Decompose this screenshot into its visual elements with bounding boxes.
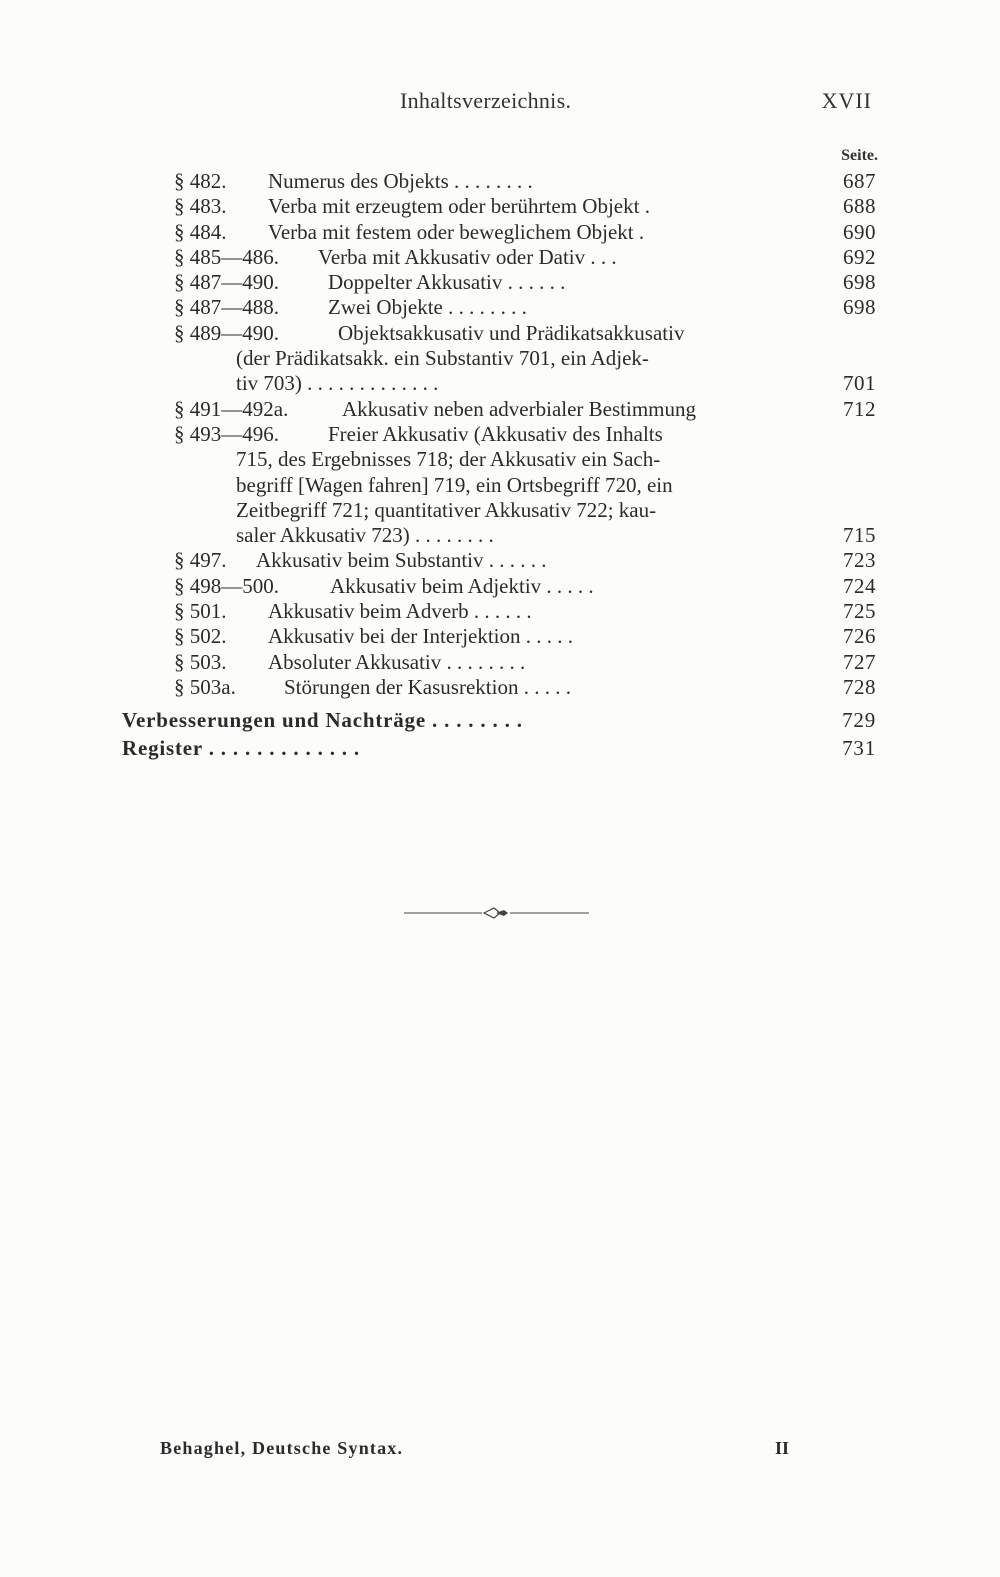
- running-head-page-number: XVII: [821, 88, 872, 113]
- toc-major-entry: [0, 708, 1000, 736]
- toc-page-number: 688: [843, 194, 876, 219]
- toc-page-number: 723: [843, 548, 876, 573]
- toc-page-number: 690: [843, 219, 876, 244]
- toc-entry: [0, 675, 1000, 700]
- toc-page-number: 728: [843, 674, 876, 699]
- toc-page-number: 712: [843, 396, 876, 421]
- toc-entry: [0, 548, 1000, 573]
- toc-page-number: 731: [842, 736, 876, 761]
- toc-section-number: § 502.: [174, 624, 227, 649]
- toc-page-number: 725: [843, 599, 876, 624]
- toc-page-number: 729: [842, 708, 876, 733]
- running-head: [0, 88, 1000, 118]
- ornament-divider-icon: [404, 905, 589, 921]
- toc-entry: [0, 270, 1000, 295]
- toc-page-number: 692: [843, 244, 876, 269]
- toc-page-number: 727: [843, 649, 876, 674]
- toc-section-number: § 483.: [174, 194, 227, 219]
- toc-section-number: § 501.: [174, 599, 227, 624]
- toc-entry: [0, 422, 1000, 548]
- toc-section-number: § 487—490.: [174, 270, 279, 295]
- toc-entry-text: begriff [Wagen fahren] 719, ein Ortsbegriff 720, ein: [236, 472, 673, 497]
- section-spacer: [0, 700, 1000, 708]
- toc-entry: [0, 194, 1000, 219]
- toc-entry-text: Akkusativ neben adverbialer Bestimmung: [342, 396, 696, 421]
- toc-entry-text: Doppelter Akkusativ . . . . . .: [328, 270, 566, 295]
- toc-entry: [0, 245, 1000, 270]
- toc-entry-text: Verba mit erzeugtem oder berührtem Objekt .: [268, 194, 650, 219]
- toc-entry-text: Objektsakkusativ und Prädikatsakkusativ: [338, 320, 685, 345]
- toc-section-number: § 503.: [174, 649, 227, 674]
- table-of-contents: [0, 169, 1000, 764]
- toc-entry: [0, 295, 1000, 320]
- toc-entry-text: Verba mit Akkusativ oder Dativ . . .: [318, 244, 617, 269]
- toc-page-number: 724: [843, 573, 876, 598]
- toc-entry-text: Absoluter Akkusativ . . . . . . . .: [268, 649, 526, 674]
- toc-section-number: § 498—500.: [174, 573, 279, 598]
- toc-page-number: 701: [843, 371, 876, 396]
- toc-entry: [0, 169, 1000, 194]
- toc-major-entry-label: Register . . . . . . . . . . . . .: [122, 736, 360, 761]
- footer-imprint: Behaghel, Deutsche Syntax.: [160, 1438, 404, 1458]
- toc-section-number: § 482.: [174, 169, 227, 193]
- toc-entry-text: (der Prädikatsakk. ein Substantiv 701, ein Adjek-: [236, 346, 649, 371]
- toc-entry: [0, 650, 1000, 675]
- toc-entry-text: Akkusativ beim Adjektiv . . . . .: [330, 573, 594, 598]
- footer-signature: II: [775, 1438, 790, 1458]
- page-footer: [0, 1438, 1000, 1464]
- toc-entry: [0, 397, 1000, 422]
- toc-entry-text: 715, des Ergebnisses 718; der Akkusativ ein Sach-: [236, 447, 661, 472]
- toc-entry-text: tiv 703) . . . . . . . . . . . . .: [236, 371, 439, 396]
- toc-page-number: 698: [843, 270, 876, 295]
- toc-section-number: § 485—486.: [174, 244, 279, 269]
- toc-entry-text: Akkusativ bei der Interjektion . . . . .: [268, 624, 574, 649]
- running-head-title: Inhaltsverzeichnis.: [400, 88, 572, 113]
- toc-section-number: § 491—492a.: [174, 396, 289, 421]
- toc-entry-text: Akkusativ beim Substantiv . . . . . .: [256, 548, 547, 573]
- toc-entry-text: Verba mit festem oder beweglichem Objekt .: [268, 219, 645, 244]
- toc-entry-text: saler Akkusativ 723) . . . . . . . .: [236, 523, 494, 548]
- toc-entry-text: Akkusativ beim Adverb . . . . . .: [268, 599, 532, 624]
- toc-entry-text: Zwei Objekte . . . . . . . .: [328, 295, 527, 320]
- toc-entry-text: Numerus des Objekts . . . . . . . .: [268, 169, 533, 193]
- toc-section-number: § 484.: [174, 219, 227, 244]
- toc-major-entry-label: Verbesserungen und Nachträge . . . . . . . .: [122, 708, 523, 733]
- toc-page-number: 715: [843, 523, 876, 548]
- toc-entry: [0, 624, 1000, 649]
- toc-page-number: 698: [843, 295, 876, 320]
- toc-section-number: § 503a.: [174, 674, 236, 699]
- toc-major-entry: [0, 736, 1000, 764]
- toc-section-number: § 497.: [174, 548, 227, 573]
- toc-entry: [0, 321, 1000, 397]
- page-column-label: Seite.: [841, 147, 878, 164]
- toc-section-number: § 489—490.: [174, 320, 279, 345]
- toc-entry-text: Störungen der Kasusrektion . . . . .: [284, 674, 571, 699]
- toc-entry-text: Zeitbegriff 721; quantitativer Akkusativ 722; kau-: [236, 497, 657, 522]
- toc-entry: [0, 574, 1000, 599]
- toc-entry-text: Freier Akkusativ (Akkusativ des Inhalts: [328, 421, 663, 446]
- toc-page-number: 687: [843, 169, 876, 193]
- toc-entry: [0, 220, 1000, 245]
- toc-section-number: § 487—488.: [174, 295, 279, 320]
- toc-page-number: 726: [843, 624, 876, 649]
- toc-entry: [0, 599, 1000, 624]
- toc-section-number: § 493—496.: [174, 421, 279, 446]
